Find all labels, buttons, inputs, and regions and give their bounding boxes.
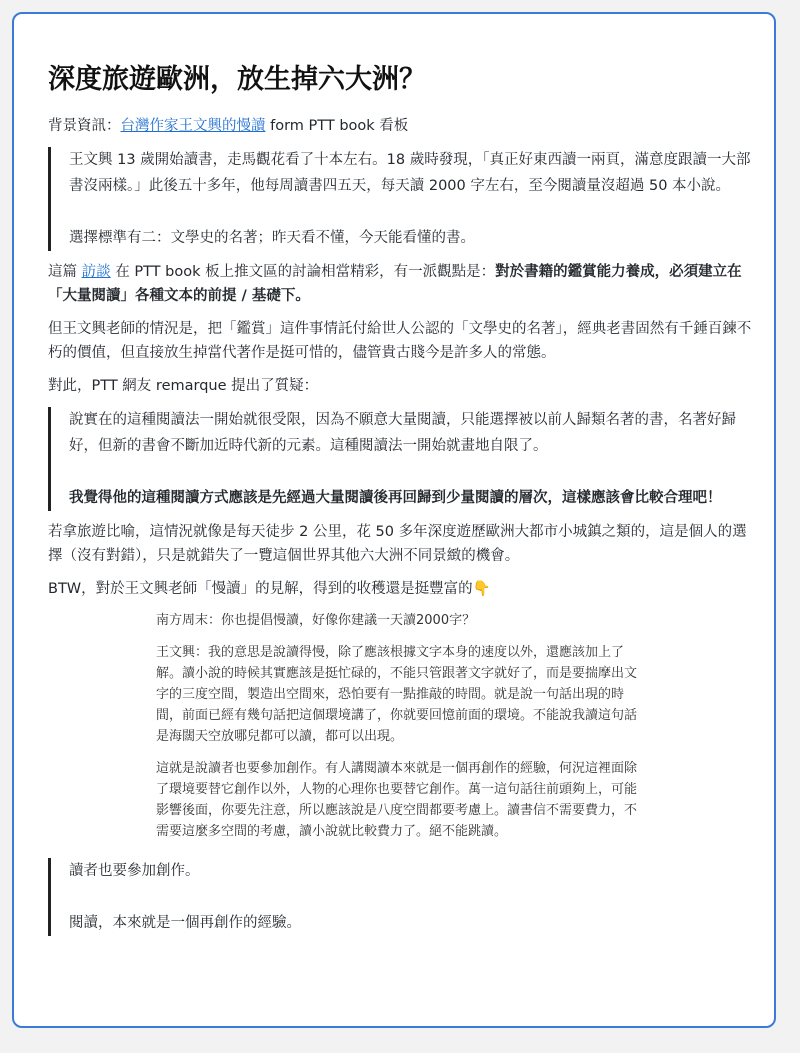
quote-summary-p1: 讀者也要參加創作。 [69,863,200,879]
quote-interview-p2: 選擇標準有二：文學史的名著；昨天看不懂，今天能看懂的書。 [69,230,475,246]
excerpt-answer-1: 王文興：我的意思是說讀得慢，除了應該根據文字本身的速度以外，還應該加上了解。讀小說的時候其實應該是挺忙碌的，不能只管跟著文字就好了，而是要揣摩出文字的三度空間，製造出空間來，恐怕要有一點推敲的時間。就是說一句話出現的時間，前面已經有幾句話把這個環境講了，你就要回憶前面的環境。不能說我讀這句話是海闊天空放哪兒都可以讀，都可以出現。 [156,645,638,744]
interview-link[interactable]: 訪談 [81,264,111,280]
article-title: 深度旅遊歐洲，放生掉六大洲？ [48,64,426,95]
quote-remarque [48,407,760,511]
quote-remarque-p2: 我覺得他的這種閱讀方式應該是先經過大量閱讀後再回歸到少量閱讀的層次，這樣應該會比較合理吧！ [69,490,722,506]
background-link[interactable]: 台灣作家王文興的慢讀 [120,118,266,134]
background-suffix: form PTT book 看板 [265,118,409,134]
excerpt-question: 南方周末：你也提倡慢讀，好像你建議一天讀2000字？ [156,613,476,628]
background-prefix: 背景資訊： [48,118,121,134]
quote-interview-p1: 王文興 13 歲開始讀書，走馬觀花看了十本左右。18 歲時發現，「真正好東西讀一兩頁，滿意度跟讀一大部書沒兩樣。」此後五十多年，他每周讀書四五天，每天讀 2000 字左右，至今閱讀量沒超過 50 本小說。 [69,152,751,194]
remarque-intro: 對此，PTT 網友 remarque 提出了質疑： [48,378,319,394]
opinion-paragraph: 但王文興老師的情況是，把「鑑賞」這件事情託付給世人公認的「文學史的名著」，經典老書固然有千錘百鍊不朽的價值，但直接放生掉當代著作是挺可惜的，儘管貴古賤今是許多人的常態。 [48,321,752,361]
discussion-paragraph [48,260,760,308]
travel-analogy-paragraph: 若拿旅遊比喻，這情況就像是每天徒步 2 公里，花 50 多年深度遊歷歐洲大都市小城鎮之類的，這是個人的選擇（沒有對錯），只是就錯失了一覽這個世界其他六大洲不同景緻的機會。 [48,524,747,564]
excerpt-answer-2: 這就是說讀者也要參加創作。有人講閱讀本來就是一個再創作的經驗，何況這裡面除了環境要替它創作以外，人物的心理你也要替它創作。萬一這句話往前頭夠上，可能影響後面，你要先注意，所以應該說是八度空間都要考慮上。讀書信不需要費力，不需要這麼多空間的考慮，讀小說就比較費力了。絕不能跳讀。 [156,761,638,839]
btw-paragraph [48,577,760,601]
quote-remarque-p1: 說實在的這種閱讀法一開始就很受限，因為不願意大量閱讀，只能選擇被以前人歸類名著的書，名著好歸好，但新的書會不斷加近時代新的元素。這種閱讀法一開始就畫地自限了。 [69,412,736,454]
btw-text: BTW，對於王文興老師「慢讀」的見解，得到的收穫還是挺豐富的 [48,581,473,597]
discussion-prefix: 這篇 [48,264,82,280]
background-paragraph [48,114,760,138]
discussion-bold: 對於書籍的鑑賞能力養成，必須建立在「大量閱讀」各種文本的前提 / 基礎下。 [48,264,742,304]
article-content [48,60,760,945]
quote-summary-p2: 閱讀，本來就是一個再創作的經驗。 [69,915,301,931]
quote-interview [48,147,760,251]
quote-summary [48,858,760,936]
article-card [12,12,776,1028]
pointing-down-icon: 👇 [472,581,491,597]
discussion-middle: 在 PTT book 板上推文區的討論相當精彩，有一派觀點是： [110,264,496,280]
interview-excerpt [156,610,646,842]
